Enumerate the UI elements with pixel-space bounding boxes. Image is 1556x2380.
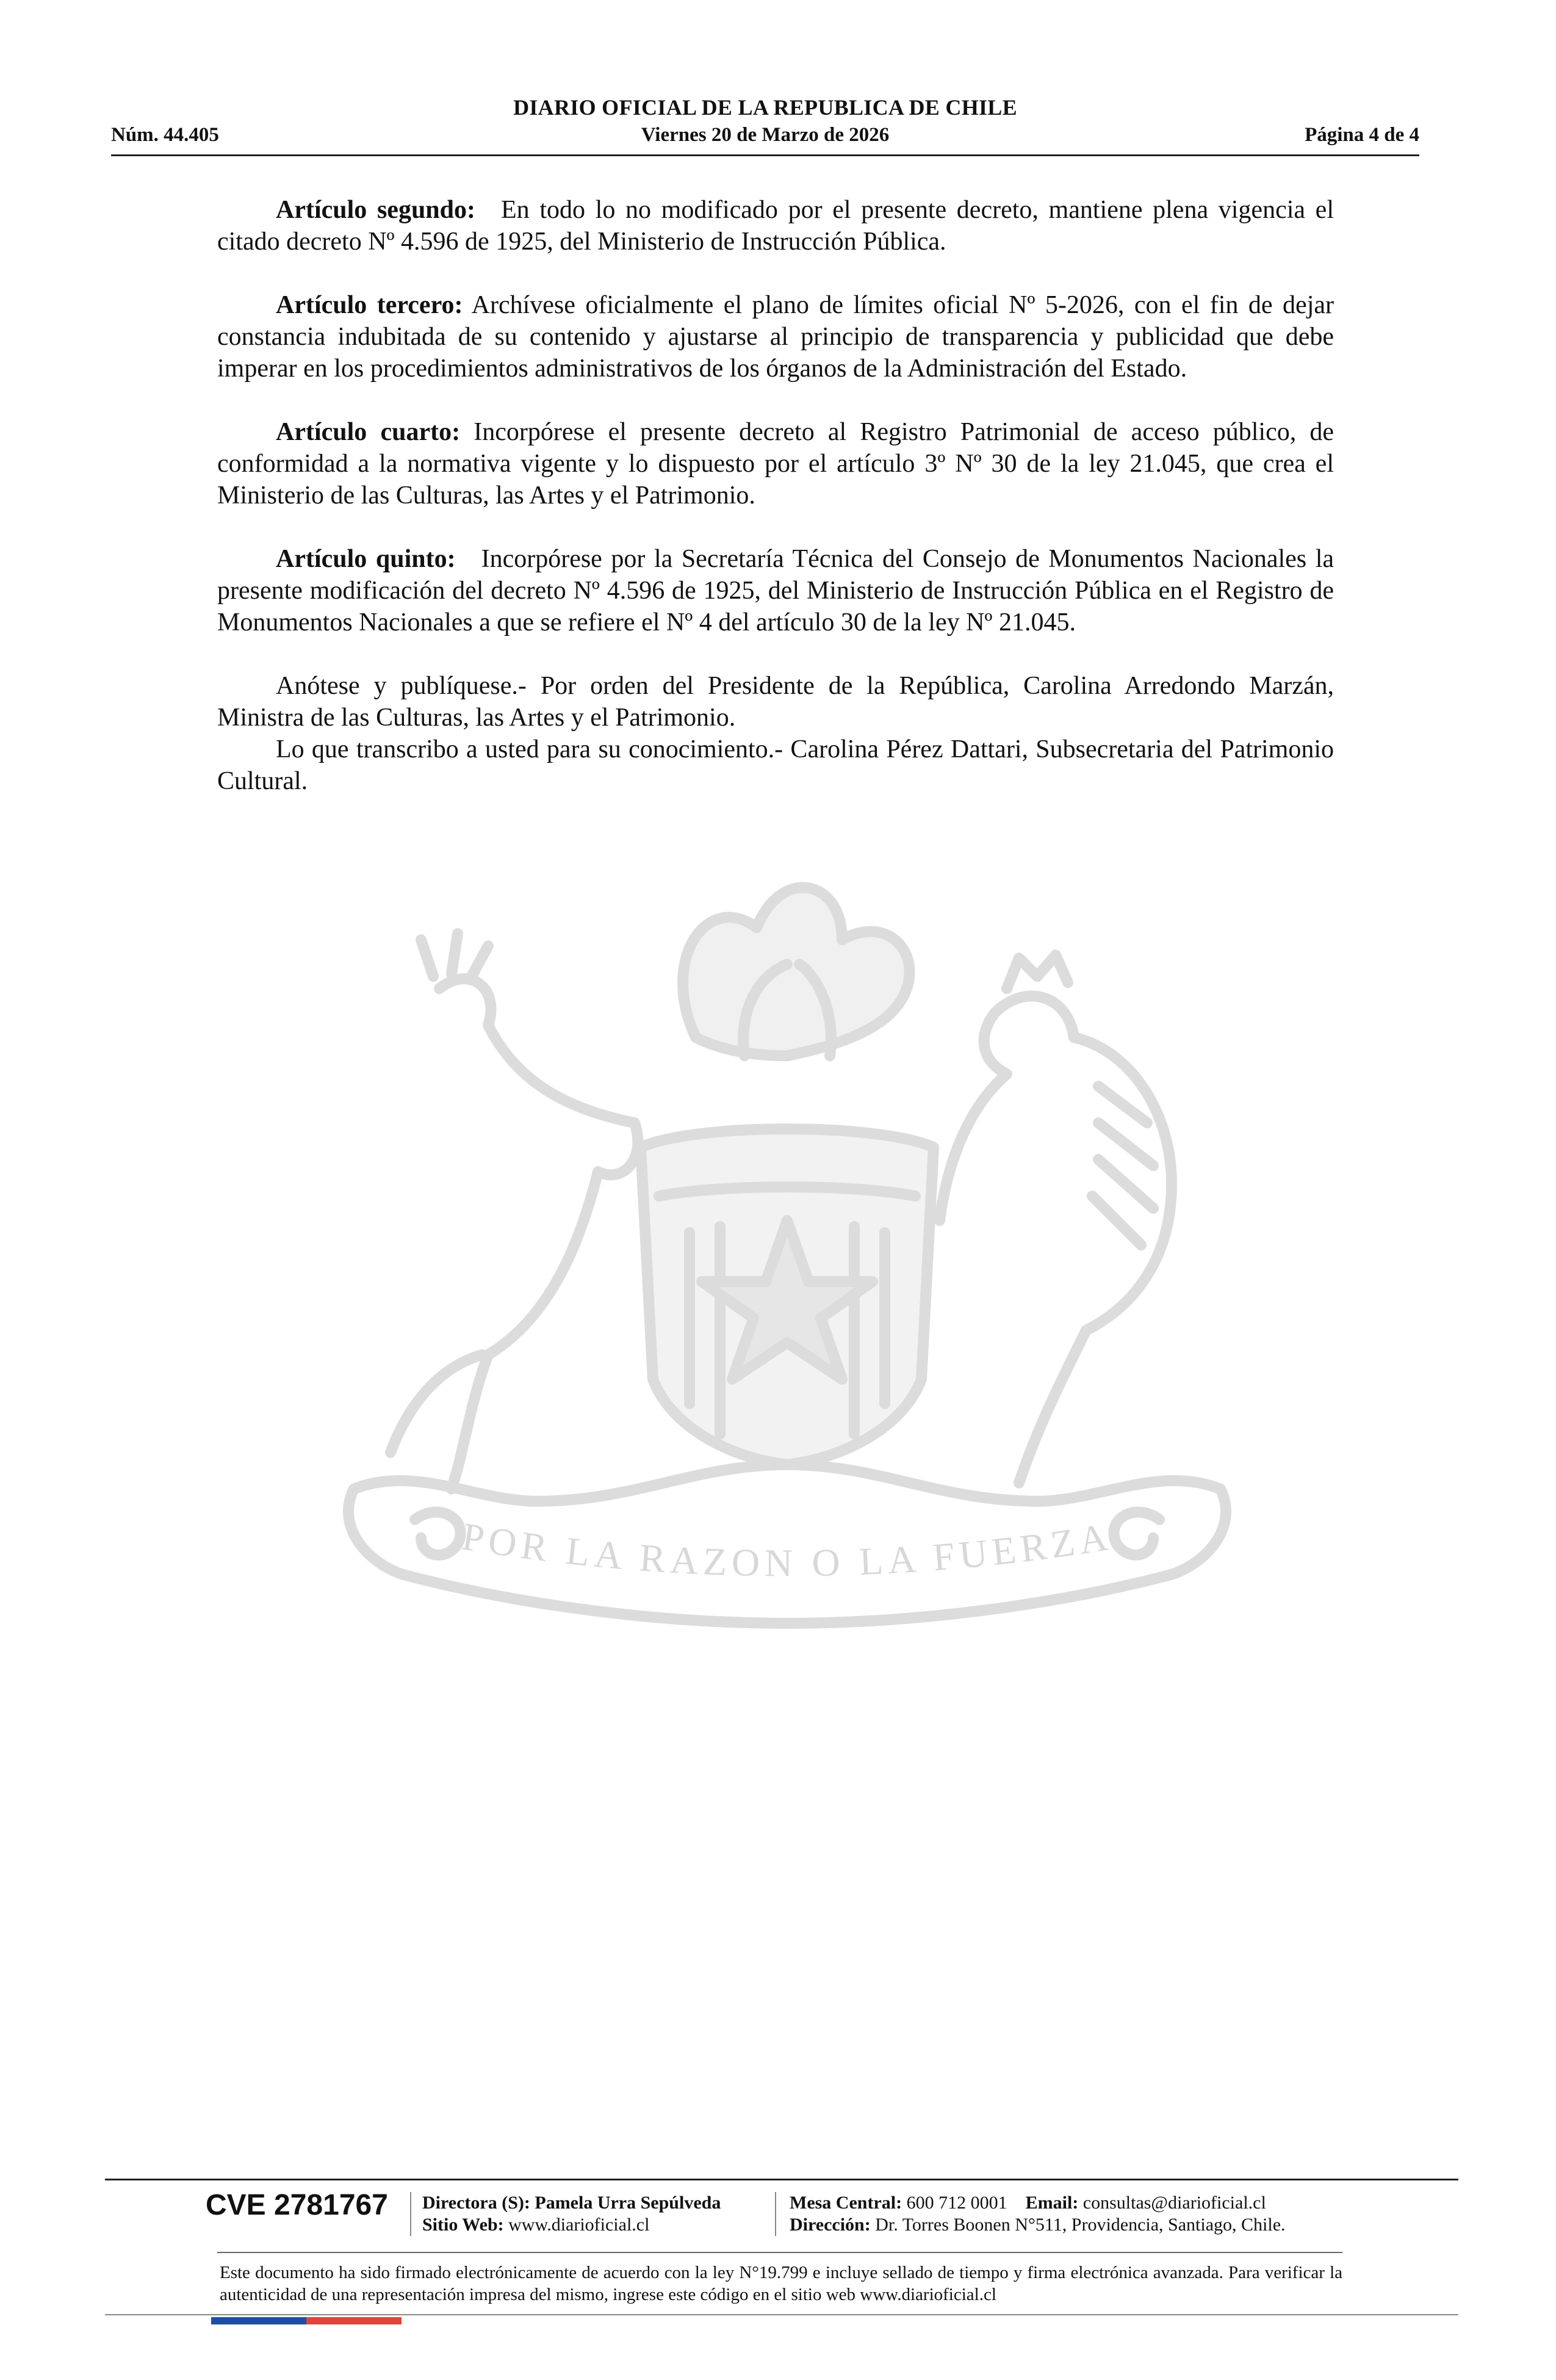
footer-separator [775, 2192, 776, 2236]
flag-segment [354, 2317, 402, 2324]
article-second [217, 194, 1334, 258]
document-body [217, 194, 1334, 797]
page-indicator: Página 4 de 4 [1305, 124, 1419, 146]
article-third [217, 289, 1334, 384]
article-text: Incorpórese por la Secretaría Técnica del Consejo de Monumentos Nacionales la presente modificación del decreto Nº 4.596 de 1925, del Ministerio de Instrucción Pública en el Registro de Monumentos Nacionales a que se refiere el Nº 4 del artículo 30 de la ley Nº 21.045. [217, 545, 1334, 636]
footer-website: Sitio Web: www.diarioficial.cl [422, 2215, 650, 2235]
newspaper-title: DIARIO OFICIAL DE LA REPUBLICA DE CHILE [513, 95, 1017, 120]
footer-address: Dirección: Dr. Torres Boonen N°511, Providencia, Santiago, Chile. [790, 2215, 1286, 2235]
article-fourth [217, 416, 1334, 511]
watermark-motto: POR LA RAZON O LA FUERZA [459, 1514, 1115, 1585]
chile-coat-of-arms-icon [317, 854, 1257, 1660]
footer-divider-bottom [105, 2314, 1458, 2315]
flag-segment [259, 2317, 306, 2324]
issue-date: Viernes 20 de Marzo de 2026 [641, 124, 890, 146]
article-heading: Artículo tercero: [276, 291, 463, 319]
article-text: Archívese oficialmente el plano de límites oficial Nº 5-2026, con el fin de dejar constancia indubitada de su contenido y ajustarse al principio de transparencia y publicidad que debe imperar en los procedimientos administrativos de los órganos de la Administración del Estado. [217, 291, 1334, 383]
footer-director: Directora (S): Pamela Urra Sepúlveda [422, 2193, 721, 2213]
article-heading: Artículo segundo: [276, 196, 476, 224]
closing-transcription: Lo que transcribo a usted para su conocimiento.- Carolina Pérez Dattari, Subsecretaria del Patrimonio Cultural. [217, 735, 1334, 795]
issue-number: Núm. 44.405 [111, 124, 219, 146]
article-text: Incorpórese el presente decreto al Registro Patrimonial de acceso público, de conformidad a la normativa vigente y lo dispuesto por el artículo 3º Nº 30 de la ley 21.045, que crea el Ministerio de las Culturas, las Artes y el Patrimonio. [217, 418, 1334, 510]
footer-divider-top [105, 2179, 1458, 2180]
page-header [111, 95, 1419, 156]
closing-publication: Anótese y publíquese.- Por orden del Presidente de la República, Carolina Arredondo Marzán, Ministra de las Culturas, las Artes y el Patrimonio. [217, 672, 1334, 732]
article-fifth [217, 543, 1334, 638]
svg-text:POR LA RAZON O LA FUERZA [459, 1515, 1115, 1585]
flag-segment [211, 2317, 259, 2324]
article-text: En todo lo no modificado por el presente decreto, mantiene plena vigencia el citado decreto Nº 4.596 de 1925, del Ministerio de Instrucción Pública. [217, 196, 1334, 256]
article-heading: Artículo quinto: [276, 545, 456, 573]
flag-segment [306, 2317, 354, 2324]
website-link[interactable]: www.diarioficial.cl [508, 2215, 650, 2235]
footer-phone: Mesa Central: 600 712 0001 Email: consultas@diarioficial.cl [790, 2193, 1266, 2213]
electronic-signature-notice: Este documento ha sido firmado electrónicamente de acuerdo con la ley N°19.799 e incluye sellado de tiempo y firma electrónica avanzada. Para verificar la autenticidad de una representación impresa del mismo, ingrese este código en el sitio web www.diarioficial.cl [220, 2263, 1342, 2304]
cve-code: CVE 2781767 [206, 2189, 388, 2221]
email-link[interactable]: consultas@diarioficial.cl [1082, 2193, 1266, 2213]
flag-stripe [211, 2317, 402, 2324]
article-heading: Artículo cuarto: [276, 418, 461, 446]
footer-separator [410, 2192, 411, 2236]
header-divider [111, 154, 1419, 156]
footer-divider-middle [217, 2252, 1342, 2253]
